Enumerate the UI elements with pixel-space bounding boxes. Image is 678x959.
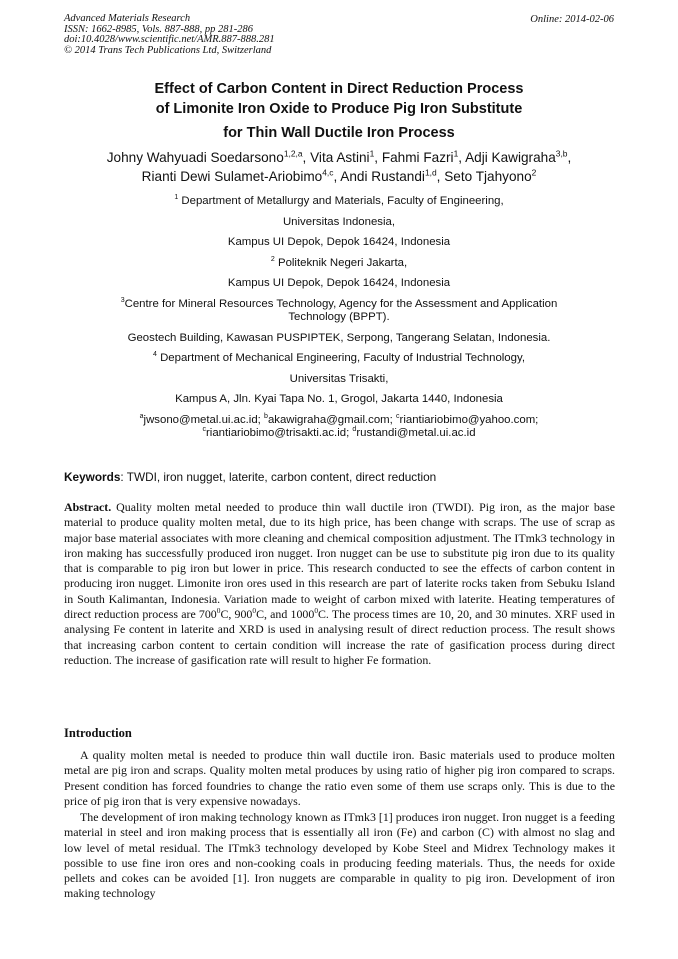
affiliation-line: Universitas Trisakti, <box>289 372 389 385</box>
email-line <box>60 412 618 426</box>
email-address: riantiariobimo@yahoo.com; <box>399 413 539 426</box>
keywords-text: : TWDI, iron nugget, laterite, carbon content, direct reduction <box>120 470 437 484</box>
author-affiliation-mark: 2 <box>531 167 537 178</box>
affiliation-number: 4 <box>152 351 157 359</box>
affiliation-line: Kampus A, Jln. Kyai Tapa No. 1, Grogol, Jakarta 1440, Indonesia <box>175 393 503 405</box>
title-line-3: for Thin Wall Ductile Iron Process <box>223 125 455 141</box>
affiliation-line <box>60 350 618 371</box>
affiliation-line: Technology (BPPT). <box>288 311 390 323</box>
affiliation-text: Centre for Mineral Resources Technology, Agency for the Assessment and Application <box>124 297 558 310</box>
email-mark: c <box>202 426 206 434</box>
author-affiliation-mark: 1,2,a <box>283 148 303 159</box>
author: Rianti Dewi Sulamet-Ariobimo <box>141 169 323 184</box>
abstract-text: Quality molten metal needed to produce thin wall ductile iron (TWDI). Pig iron, as the major base material to produce quality molten metal, due to its high price, has been change with scraps. The use of scrap as major base material associates with more cleaning and chemical composition adjustment. The ITmk3 technology in iron making has successfully produced iron nugget. Iron nugget can be use to substitute pig iron due to its quality that is comparable to pig iron but lower in price. This research conducted to see the effects of carbon content in producing iron nugget. Limonite iron ores used in this research are part of laterite rocks taken from Sebuku Island in South Kalimantan, Indonesia. Variation made to weight of carbon mixed with laterite. Heating temperatures of direct reduction process are 700 <box>64 500 615 622</box>
doi-line: doi:10.4028/www.scientific.net/AMR.887-888.281 <box>64 34 275 46</box>
email-address: riantiariobimo@trisakti.ac.id; <box>206 427 350 439</box>
affiliations <box>60 193 618 446</box>
abstract-text: C, and 1000 <box>256 607 315 622</box>
affiliation-line: Kampus UI Depok, Depok 16424, Indonesia <box>227 277 451 289</box>
degree-mark: 0 <box>252 606 257 616</box>
author-affiliation-mark: 3,b <box>555 148 568 159</box>
affiliation-line: Geostech Building, Kawasan PUSPIPTEK, Serpong, Tangerang Selatan, Indonesia. <box>127 331 551 344</box>
affiliation-number: 3 <box>120 296 125 304</box>
email-line <box>60 425 618 446</box>
email-mark: a <box>139 412 144 420</box>
affiliation-line: Universitas Indonesia, <box>282 215 396 228</box>
copyright-line: © 2014 Trans Tech Publications Ltd, Switzerland <box>64 45 272 57</box>
paragraph: A quality molten metal is needed to produce thin wall ductile iron. Basic materials used to produce molten metal are pig iron and scraps. Quality molten metal produces by using ratio of higher pig iron compared to scraps. Present condition has forced foundries to change the ratio even some of them use scraps only. This is due to the price of pig iron that is very expensive nowadays. <box>64 748 615 808</box>
author: Fahmi Fazri <box>381 150 454 165</box>
email-mark: c <box>396 412 400 420</box>
affiliation-line <box>60 255 618 276</box>
author: Johny Wahyuadi Soedarsono <box>106 150 284 165</box>
title-line-1: Effect of Carbon Content in Direct Reduction Process <box>154 81 524 97</box>
keywords <box>64 470 614 484</box>
title-line-2: of Limonite Iron Oxide to Produce Pig Iron Substitute <box>155 100 523 117</box>
affiliation-text: Department of Mechanical Engineering, Faculty of Industrial Technology, <box>160 352 525 364</box>
online-date: Online: 2014-02-06 <box>530 14 614 25</box>
email-address: rustandi@metal.ui.ac.id <box>356 427 476 439</box>
affiliation-number: 1 <box>174 194 179 202</box>
journal-name: Advanced Materials Research <box>64 13 191 24</box>
abstract-text: C, 900 <box>220 607 253 622</box>
affiliation-number: 2 <box>270 255 275 263</box>
author-affiliation-mark: 4,c <box>322 167 334 178</box>
email-address: akawigraha@gmail.com; <box>267 413 393 426</box>
abstract <box>64 500 615 668</box>
author: Vita Astini <box>310 150 370 165</box>
degree-mark: 0 <box>216 606 221 616</box>
author-affiliation-mark: 1 <box>453 148 459 159</box>
affiliation-text: Politeknik Negeri Jakarta, <box>277 256 408 269</box>
abstract-label: Abstract. <box>64 500 112 514</box>
keywords-label: Keywords <box>64 470 121 484</box>
author-affiliation-mark: 1 <box>369 148 375 159</box>
author-affiliation-mark: 1,d <box>424 167 437 178</box>
author: Andi Rustandi <box>340 169 425 184</box>
affiliation-line <box>60 296 618 310</box>
email-address: jwsono@metal.ui.ac.id; <box>143 413 261 426</box>
issn-line: ISSN: 1662-8985, Vols. 887-888, pp 281-286 <box>64 23 253 35</box>
affiliation-line: Kampus UI Depok, Depok 16424, Indonesia <box>227 236 451 248</box>
author-list: Johny Wahyuadi Soedarsono$^{1,2,a}$, Vita Astini$^1$, Fahmi Fazri$^1$, Adji Kawigraha$^{3,b}$, Rianti Dewi Sulamet-Ariobimo$^{4,c}$, Andi Rustandi$^{1,d}$, Seto Tjahyono$^2$ <box>106 148 572 184</box>
affiliation-line <box>60 193 618 214</box>
section-heading-introduction: Introduction <box>64 726 132 740</box>
journal-header <box>64 14 275 57</box>
email-mark: d <box>352 426 357 434</box>
email-mark: b <box>264 412 268 420</box>
abstract-text: C. The process times are 10, 20, and 30 minutes. XRF used in analysing Fe content in laterite and XRD is used in analysing result of direct reduction process. The result shows that increasing carbon content to certain condition will increase the rate of gasification process during direct reduction. The increase of gasification rate will result to higher Fe formation. <box>64 607 615 667</box>
author: Seto Tjahyono <box>444 169 532 184</box>
affiliation-text: Department of Metallurgy and Materials, Faculty of Engineering, <box>181 195 504 207</box>
degree-mark: 0 <box>314 606 318 616</box>
paper-title <box>0 80 678 144</box>
author: Adji Kawigraha <box>465 150 556 165</box>
paragraph: The development of iron making technology known as ITmk3 [1] produces iron nugget. Iron nugget is a feeding material in steel and iron making process that is essentially all iron (Fe) and carbon (C) with almost no slag and low level of metal residual. The ITmk3 technology developed by Kobe Steel and Midrex Technology makes it possible to use fine iron ores and non-cooking coals in producing feeding materials. Thus, the needs for oxide pellets and cokes can be avoided [1]. Iron nuggets are comparable in quality to pig iron. Development of iron making technology <box>64 810 615 901</box>
